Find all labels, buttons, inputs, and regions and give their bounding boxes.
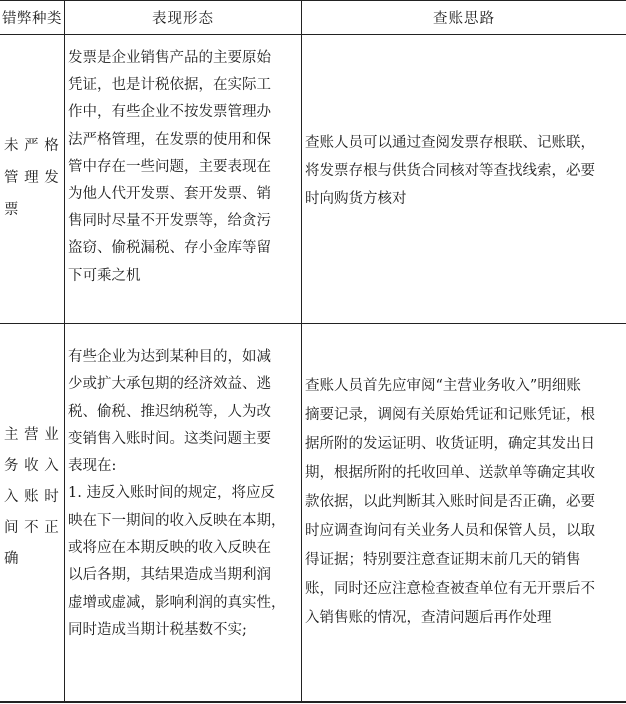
column-divider-1 xyxy=(64,0,65,703)
row2-form-line: 少或扩大承包期的经济效益、逃 xyxy=(68,376,271,393)
row1-form-line: 为他人代开发票、套开发票、销 xyxy=(68,186,271,203)
header-form: 表现形态 xyxy=(152,10,214,27)
row2-approach-line: 入销售账的情况，查清问题后再作处理 xyxy=(305,610,552,626)
table-bottom-rule xyxy=(0,701,626,703)
row2-approach-line: 查账人员首先应审阅“主营业务收入”明细账 xyxy=(305,378,581,394)
row2-category xyxy=(4,420,64,575)
row2-approach-line: 款依据，以此判断其入账时间是否正确，必要 xyxy=(305,494,595,510)
row2-form xyxy=(68,344,300,644)
row2-form-line: 有些企业为达到某种目的，如减 xyxy=(68,349,271,365)
row2-form-line: 映在下一期间的收入反映在本期， xyxy=(68,512,286,529)
row1-form-line: 法严格管理，在发票的使用和保 xyxy=(68,131,271,148)
header-approach: 查账思路 xyxy=(433,10,495,27)
row2-category-line: 务 收 入 xyxy=(4,458,60,474)
row1-form-line: 作中，有些企业不按发票管理办 xyxy=(68,104,271,121)
header-category: 错弊种类 xyxy=(2,10,62,27)
row2-form-line: 表现在: xyxy=(68,458,117,475)
row1-category xyxy=(4,130,64,226)
row1-form-line: 凭证，也是计税依据，在实际工 xyxy=(68,77,271,94)
row2-approach-line: 时应调查询问有关业务人员和保管人员，以取 xyxy=(305,523,595,539)
row2-form-line: 虚增或虚减，影响利润的真实性， xyxy=(68,594,286,611)
row-divider xyxy=(0,323,626,324)
row2-category-line: 间 不 正 xyxy=(4,520,60,536)
row1-form-line: 下可乘之机 xyxy=(68,267,141,284)
row2-category-line: 入 账 时 xyxy=(4,489,60,505)
row2-approach-line: 摘要记录，调阅有关原始凭证和记账凭证，根 xyxy=(305,407,595,423)
header-rule xyxy=(0,34,626,35)
column-divider-2 xyxy=(301,0,302,703)
row1-form-line: 盗窃、偷税漏税、存小金库等留 xyxy=(68,240,271,257)
row1-category-line: 未 严 格 xyxy=(4,138,60,154)
row2-form-line: 同时造成当期计税基数不实; xyxy=(68,621,247,638)
row1-category-line: 票 xyxy=(4,202,19,218)
row2-category-line: 主 营 业 xyxy=(4,427,60,443)
row1-approach xyxy=(305,129,623,213)
row1-approach-line: 时向购货方核对 xyxy=(305,191,407,207)
row1-form-line: 售同时尽量不开发票等，给贪污 xyxy=(68,213,271,230)
row1-form xyxy=(68,45,300,290)
row2-approach-line: 账，同时还应注意检查被查单位有无开票后不 xyxy=(305,581,595,597)
row2-form-line: 变销售入账时间。这类问题主要 xyxy=(68,430,271,447)
row2-approach-line: 得证据；特别要注意查证期末前几天的销售 xyxy=(305,552,581,568)
row1-form-line: 管中存在一些问题，主要表现在 xyxy=(68,158,271,175)
row2-category-line: 确 xyxy=(4,551,19,567)
row1-approach-line: 查账人员可以通过查阅发票存根联、记账联， xyxy=(305,135,595,151)
row1-form-line: 发票是企业销售产品的主要原始 xyxy=(68,50,271,66)
row2-approach-line: 期，根据所附的托收回单、送款单等确定其收 xyxy=(305,465,595,481)
row2-form-line: 以后各期，其结果造成当期利润 xyxy=(68,567,271,584)
row2-form-line: 税、偷税、推迟纳税等，人为改 xyxy=(68,403,271,420)
row2-approach xyxy=(305,372,623,633)
row1-approach-line: 将发票存根与供货合同核对等查找线索，必要 xyxy=(305,163,595,179)
row2-form-line: 或将应在本期反映的收入反映在 xyxy=(68,540,271,557)
row2-form-line: 1. 违反入账时间的规定，将应反 xyxy=(68,485,275,502)
row2-approach-line: 据所附的发运证明、收货证明，确定其发出日 xyxy=(305,436,595,452)
row1-category-line: 管 理 发 xyxy=(4,170,60,186)
